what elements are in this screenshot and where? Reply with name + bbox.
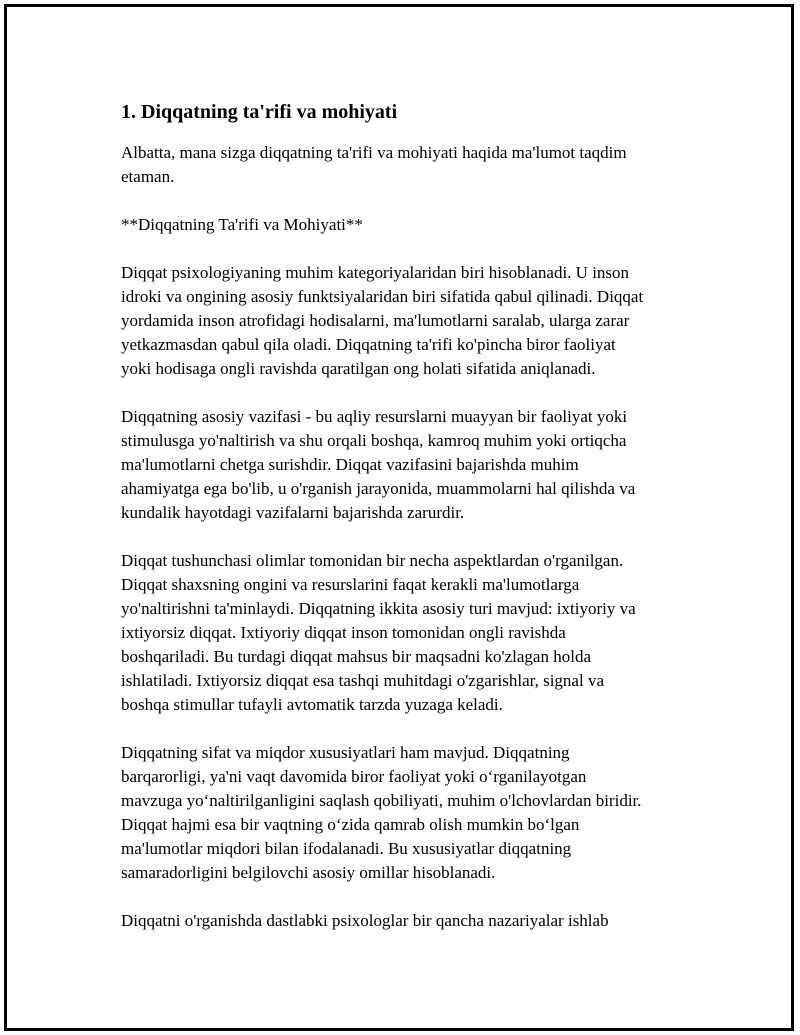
page-frame [4,4,794,1031]
paragraph-definition [121,261,701,381]
paragraph-function [121,405,701,525]
text-line: stimulusga yo'naltirish va shu orqali boshqa, kamroq muhim yoki ortiqcha [121,431,627,450]
paragraph-intro [121,141,701,189]
text-line: ixtiyorsiz diqqat. Ixtiyoriy diqqat inson tomonidan ongli ravishda [121,623,566,642]
document-body [121,99,701,957]
section-heading: 1. Diqqatning ta'rifi va mohiyati [121,101,398,123]
text-line: idroki va ongining asosiy funktsiyalaridan biri sifatida qabul qilinadi. Diqqat [121,287,644,306]
text-line: ishlatiladi. Ixtiyorsiz diqqat esa tashqi muhitdagi o'zgarishlar, signal va [121,671,604,690]
text-line: boshqa stimullar tufayli avtomatik tarzda yuzaga keladi. [121,695,503,714]
paragraph-properties [121,741,701,885]
paragraph-subtitle [121,213,701,237]
text-line: Diqqat tushunchasi olimlar tomonidan bir necha aspektlardan o'rganilgan. [121,551,624,570]
text-line: Albatta, mana sizga diqqatning ta'rifi va mohiyati haqida ma'lumot taqdim [121,143,627,162]
paragraph-types [121,549,701,717]
paragraph-history [121,909,701,933]
text-line: ma'lumotlar miqdori bilan ifodalanadi. Bu xususiyatlar diqqatning [121,839,572,858]
text-line: Diqqat shaxsning ongini va resurslarini faqat kerakli ma'lumotlarga [121,575,580,594]
text-line: Diqqatning asosiy vazifasi - bu aqliy resurslarni muayyan bir faoliyat yoki [121,407,628,426]
text-line: Diqqatning sifat va miqdor xususiyatlari ham mavjud. Diqqatning [121,743,570,762]
text-line: yo'naltirishni ta'minlaydi. Diqqatning ikkita asosiy turi mavjud: ixtiyoriy va [121,599,636,618]
text-line: Diqqatni o'rganishda dastlabki psixologlar bir qancha nazariyalar ishlab [121,911,609,930]
text-line: yoki hodisaga ongli ravishda qaratilgan ong holati sifatida aniqlanadi. [121,359,596,378]
text-line: mavzuga yo‘naltirilganligini saqlash qobiliyati, muhim o'lchovlardan biridir. [121,791,642,810]
text-line: boshqariladi. Bu turdagi diqqat mahsus bir maqsadni ko'zlagan holda [121,647,591,666]
text-line: ma'lumotlarni chetga surishdir. Diqqat vazifasini bajarishda muhim [121,455,579,474]
text-line: yetkazmasdan qabul qila oladi. Diqqatning ta'rifi ko'pincha biror faoliyat [121,335,616,354]
text-line: etaman. [121,167,175,186]
text-line: kundalik hayotdagi vazifalarni bajarishda zarurdir. [121,503,465,522]
text-line: yordamida inson atrofidagi hodisalarni, ma'lumotlarni saralab, ularga zarar [121,311,630,330]
text-line: ahamiyatga ega bo'lib, u o'rganish jarayonida, muammolarni hal qilishda va [121,479,636,498]
text-line: Diqqat psixologiyaning muhim kategoriyalaridan biri hisoblanadi. U inson [121,263,630,282]
text-line: samaradorligini belgilovchi asosiy omillar hisoblanadi. [121,863,496,882]
text-line: **Diqqatning Ta'rifi va Mohiyati** [121,215,363,234]
text-line: barqarorligi, ya'ni vaqt davomida biror faoliyat yoki o‘rganilayotgan [121,767,587,786]
text-line: Diqqat hajmi esa bir vaqtning o‘zida qamrab olish mumkin bo‘lgan [121,815,580,834]
